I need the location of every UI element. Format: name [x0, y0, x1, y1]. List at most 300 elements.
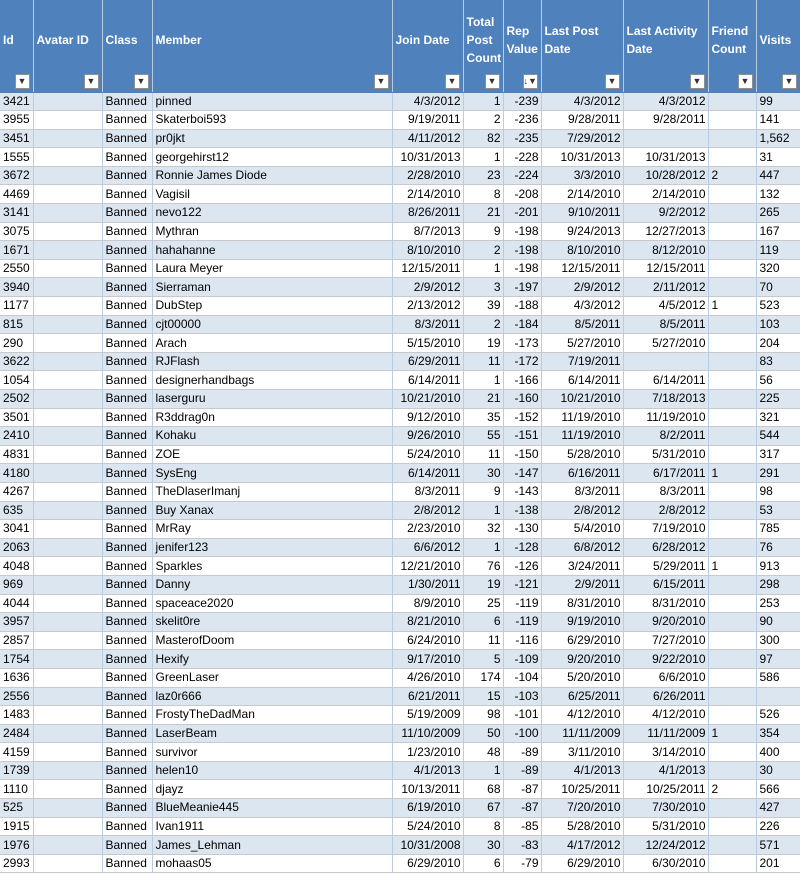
cell-class[interactable]: Banned — [102, 464, 152, 483]
table-row[interactable] — [0, 334, 800, 353]
cell-total-post-count[interactable]: 1 — [463, 761, 503, 780]
cell-member[interactable]: DubStep — [152, 297, 392, 316]
cell-member[interactable]: R3ddrag0n — [152, 408, 392, 427]
table-row[interactable] — [0, 148, 800, 167]
cell-avatar-id[interactable] — [33, 613, 102, 632]
cell-visits[interactable]: 99 — [756, 92, 800, 111]
filter-dropdown-icon[interactable]: ▼ — [605, 74, 620, 89]
cell-id[interactable]: 3075 — [0, 222, 33, 241]
cell-total-post-count[interactable]: 21 — [463, 390, 503, 409]
cell-join-date[interactable]: 8/3/2011 — [392, 315, 463, 334]
cell-visits[interactable]: 291 — [756, 464, 800, 483]
cell-rep-value[interactable]: -83 — [503, 836, 541, 855]
cell-member[interactable]: cjt00000 — [152, 315, 392, 334]
cell-id[interactable]: 4159 — [0, 743, 33, 762]
cell-member[interactable]: MrRay — [152, 520, 392, 539]
cell-class[interactable]: Banned — [102, 482, 152, 501]
cell-last-activity-date[interactable]: 4/1/2013 — [623, 761, 708, 780]
cell-join-date[interactable]: 4/3/2012 — [392, 92, 463, 111]
cell-avatar-id[interactable] — [33, 854, 102, 873]
cell-last-activity-date[interactable]: 6/26/2011 — [623, 687, 708, 706]
table-row[interactable] — [0, 650, 800, 669]
cell-join-date[interactable]: 6/19/2010 — [392, 799, 463, 818]
cell-total-post-count[interactable]: 9 — [463, 482, 503, 501]
cell-class[interactable]: Banned — [102, 836, 152, 855]
cell-visits[interactable]: 586 — [756, 668, 800, 687]
filter-dropdown-icon[interactable]: ▼ — [374, 74, 389, 89]
cell-member[interactable]: designerhandbags — [152, 371, 392, 390]
cell-id[interactable]: 4831 — [0, 445, 33, 464]
cell-avatar-id[interactable] — [33, 315, 102, 334]
cell-class[interactable]: Banned — [102, 706, 152, 725]
cell-rep-value[interactable]: -138 — [503, 501, 541, 520]
cell-last-post-date[interactable]: 7/29/2012 — [541, 129, 623, 148]
cell-rep-value[interactable]: -188 — [503, 297, 541, 316]
cell-friend-count[interactable]: 2 — [708, 780, 756, 799]
cell-id[interactable]: 1177 — [0, 297, 33, 316]
cell-total-post-count[interactable]: 30 — [463, 464, 503, 483]
cell-class[interactable]: Banned — [102, 799, 152, 818]
cell-last-post-date[interactable]: 5/28/2010 — [541, 445, 623, 464]
cell-friend-count[interactable] — [708, 111, 756, 130]
cell-visits[interactable]: 53 — [756, 501, 800, 520]
cell-friend-count[interactable] — [708, 538, 756, 557]
table-row[interactable] — [0, 631, 800, 650]
cell-visits[interactable]: 447 — [756, 166, 800, 185]
cell-avatar-id[interactable] — [33, 334, 102, 353]
cell-class[interactable]: Banned — [102, 445, 152, 464]
cell-visits[interactable]: 119 — [756, 241, 800, 260]
cell-rep-value[interactable]: -121 — [503, 575, 541, 594]
table-row[interactable] — [0, 799, 800, 818]
cell-friend-count[interactable] — [708, 613, 756, 632]
cell-class[interactable]: Banned — [102, 817, 152, 836]
cell-friend-count[interactable] — [708, 408, 756, 427]
cell-join-date[interactable]: 6/21/2011 — [392, 687, 463, 706]
cell-friend-count[interactable] — [708, 185, 756, 204]
cell-id[interactable]: 2550 — [0, 259, 33, 278]
cell-avatar-id[interactable] — [33, 352, 102, 371]
cell-rep-value[interactable]: -101 — [503, 706, 541, 725]
cell-member[interactable]: jenifer123 — [152, 538, 392, 557]
cell-member[interactable]: SysEng — [152, 464, 392, 483]
cell-avatar-id[interactable] — [33, 538, 102, 557]
cell-member[interactable]: georgehirst12 — [152, 148, 392, 167]
cell-avatar-id[interactable] — [33, 482, 102, 501]
cell-total-post-count[interactable]: 2 — [463, 315, 503, 334]
filter-dropdown-icon[interactable]: ▼ — [738, 74, 753, 89]
cell-total-post-count[interactable]: 1 — [463, 259, 503, 278]
cell-visits[interactable]: 253 — [756, 594, 800, 613]
cell-rep-value[interactable]: -87 — [503, 780, 541, 799]
cell-avatar-id[interactable] — [33, 724, 102, 743]
cell-friend-count[interactable] — [708, 445, 756, 464]
cell-last-post-date[interactable]: 8/3/2011 — [541, 482, 623, 501]
cell-total-post-count[interactable]: 3 — [463, 278, 503, 297]
cell-total-post-count[interactable]: 2 — [463, 241, 503, 260]
cell-avatar-id[interactable] — [33, 427, 102, 446]
table-row[interactable] — [0, 92, 800, 111]
filter-dropdown-icon[interactable]: ▼ — [134, 74, 149, 89]
cell-rep-value[interactable]: -150 — [503, 445, 541, 464]
cell-last-post-date[interactable]: 2/9/2011 — [541, 575, 623, 594]
cell-join-date[interactable]: 9/17/2010 — [392, 650, 463, 669]
cell-class[interactable]: Banned — [102, 352, 152, 371]
cell-total-post-count[interactable]: 8 — [463, 185, 503, 204]
cell-class[interactable]: Banned — [102, 222, 152, 241]
cell-rep-value[interactable]: -126 — [503, 557, 541, 576]
cell-last-post-date[interactable]: 4/3/2012 — [541, 297, 623, 316]
cell-last-activity-date[interactable]: 10/31/2013 — [623, 148, 708, 167]
cell-total-post-count[interactable]: 50 — [463, 724, 503, 743]
cell-rep-value[interactable]: -151 — [503, 427, 541, 446]
cell-last-activity-date[interactable]: 8/12/2010 — [623, 241, 708, 260]
cell-class[interactable]: Banned — [102, 520, 152, 539]
cell-join-date[interactable]: 8/10/2010 — [392, 241, 463, 260]
cell-rep-value[interactable]: -235 — [503, 129, 541, 148]
cell-friend-count[interactable] — [708, 371, 756, 390]
table-row[interactable] — [0, 204, 800, 223]
cell-avatar-id[interactable] — [33, 594, 102, 613]
filter-dropdown-icon[interactable]: ↓▼ — [523, 74, 538, 89]
table-row[interactable] — [0, 482, 800, 501]
cell-avatar-id[interactable] — [33, 668, 102, 687]
cell-total-post-count[interactable]: 98 — [463, 706, 503, 725]
cell-class[interactable]: Banned — [102, 687, 152, 706]
cell-friend-count[interactable] — [708, 315, 756, 334]
table-row[interactable] — [0, 371, 800, 390]
cell-id[interactable]: 1636 — [0, 668, 33, 687]
cell-total-post-count[interactable]: 6 — [463, 613, 503, 632]
cell-friend-count[interactable] — [708, 259, 756, 278]
cell-id[interactable]: 2502 — [0, 390, 33, 409]
cell-avatar-id[interactable] — [33, 836, 102, 855]
cell-friend-count[interactable] — [708, 222, 756, 241]
cell-last-activity-date[interactable]: 2/8/2012 — [623, 501, 708, 520]
cell-class[interactable]: Banned — [102, 557, 152, 576]
cell-rep-value[interactable]: -130 — [503, 520, 541, 539]
cell-join-date[interactable]: 1/30/2011 — [392, 575, 463, 594]
cell-rep-value[interactable]: -197 — [503, 278, 541, 297]
cell-member[interactable]: Sierraman — [152, 278, 392, 297]
cell-join-date[interactable]: 6/29/2010 — [392, 854, 463, 873]
cell-visits[interactable]: 132 — [756, 185, 800, 204]
cell-member[interactable]: RJFlash — [152, 352, 392, 371]
cell-class[interactable]: Banned — [102, 743, 152, 762]
cell-join-date[interactable]: 6/24/2010 — [392, 631, 463, 650]
cell-visits[interactable]: 571 — [756, 836, 800, 855]
table-row[interactable] — [0, 613, 800, 632]
cell-member[interactable]: helen10 — [152, 761, 392, 780]
table-row[interactable] — [0, 594, 800, 613]
cell-join-date[interactable]: 8/26/2011 — [392, 204, 463, 223]
cell-last-post-date[interactable]: 10/25/2011 — [541, 780, 623, 799]
cell-last-activity-date[interactable]: 3/14/2010 — [623, 743, 708, 762]
cell-member[interactable]: spaceace2020 — [152, 594, 392, 613]
cell-member[interactable]: Laura Meyer — [152, 259, 392, 278]
cell-join-date[interactable]: 12/15/2011 — [392, 259, 463, 278]
cell-last-post-date[interactable]: 10/21/2010 — [541, 390, 623, 409]
cell-id[interactable]: 2410 — [0, 427, 33, 446]
cell-last-activity-date[interactable]: 7/30/2010 — [623, 799, 708, 818]
table-row[interactable] — [0, 259, 800, 278]
cell-total-post-count[interactable]: 1 — [463, 371, 503, 390]
cell-join-date[interactable]: 5/15/2010 — [392, 334, 463, 353]
cell-visits[interactable]: 141 — [756, 111, 800, 130]
cell-rep-value[interactable]: -109 — [503, 650, 541, 669]
cell-join-date[interactable]: 5/24/2010 — [392, 817, 463, 836]
cell-last-post-date[interactable]: 6/14/2011 — [541, 371, 623, 390]
table-row[interactable] — [0, 520, 800, 539]
cell-friend-count[interactable] — [708, 743, 756, 762]
cell-last-activity-date[interactable]: 9/20/2010 — [623, 613, 708, 632]
cell-friend-count[interactable] — [708, 148, 756, 167]
cell-last-activity-date[interactable]: 11/19/2010 — [623, 408, 708, 427]
cell-visits[interactable]: 317 — [756, 445, 800, 464]
cell-total-post-count[interactable]: 82 — [463, 129, 503, 148]
cell-last-post-date[interactable]: 6/16/2011 — [541, 464, 623, 483]
cell-rep-value[interactable]: -160 — [503, 390, 541, 409]
cell-visits[interactable]: 201 — [756, 854, 800, 873]
cell-friend-count[interactable]: 1 — [708, 464, 756, 483]
cell-friend-count[interactable]: 2 — [708, 166, 756, 185]
cell-total-post-count[interactable]: 19 — [463, 575, 503, 594]
cell-id[interactable]: 1754 — [0, 650, 33, 669]
cell-avatar-id[interactable] — [33, 222, 102, 241]
cell-join-date[interactable]: 8/21/2010 — [392, 613, 463, 632]
cell-avatar-id[interactable] — [33, 92, 102, 111]
cell-rep-value[interactable]: -119 — [503, 594, 541, 613]
cell-rep-value[interactable]: -85 — [503, 817, 541, 836]
cell-total-post-count[interactable]: 76 — [463, 557, 503, 576]
cell-class[interactable]: Banned — [102, 427, 152, 446]
cell-class[interactable]: Banned — [102, 631, 152, 650]
cell-last-post-date[interactable]: 11/11/2009 — [541, 724, 623, 743]
cell-visits[interactable]: 167 — [756, 222, 800, 241]
cell-avatar-id[interactable] — [33, 761, 102, 780]
cell-id[interactable]: 1915 — [0, 817, 33, 836]
cell-rep-value[interactable]: -236 — [503, 111, 541, 130]
cell-class[interactable]: Banned — [102, 371, 152, 390]
cell-id[interactable]: 3421 — [0, 92, 33, 111]
cell-avatar-id[interactable] — [33, 520, 102, 539]
cell-visits[interactable]: 70 — [756, 278, 800, 297]
cell-join-date[interactable]: 6/14/2011 — [392, 464, 463, 483]
cell-total-post-count[interactable]: 11 — [463, 352, 503, 371]
cell-friend-count[interactable]: 1 — [708, 297, 756, 316]
cell-visits[interactable]: 90 — [756, 613, 800, 632]
cell-rep-value[interactable]: -208 — [503, 185, 541, 204]
table-row[interactable] — [0, 724, 800, 743]
cell-rep-value[interactable]: -184 — [503, 315, 541, 334]
cell-last-activity-date[interactable]: 12/15/2011 — [623, 259, 708, 278]
cell-id[interactable]: 1739 — [0, 761, 33, 780]
cell-last-activity-date[interactable]: 6/15/2011 — [623, 575, 708, 594]
cell-last-activity-date[interactable]: 4/5/2012 — [623, 297, 708, 316]
cell-last-post-date[interactable]: 9/10/2011 — [541, 204, 623, 223]
cell-total-post-count[interactable]: 68 — [463, 780, 503, 799]
cell-last-post-date[interactable]: 11/19/2010 — [541, 427, 623, 446]
table-row[interactable] — [0, 222, 800, 241]
cell-visits[interactable]: 785 — [756, 520, 800, 539]
cell-member[interactable]: BlueMeanie445 — [152, 799, 392, 818]
cell-join-date[interactable]: 4/1/2013 — [392, 761, 463, 780]
table-row[interactable] — [0, 278, 800, 297]
cell-avatar-id[interactable] — [33, 650, 102, 669]
cell-member[interactable]: Buy Xanax — [152, 501, 392, 520]
cell-join-date[interactable]: 2/23/2010 — [392, 520, 463, 539]
cell-id[interactable]: 3957 — [0, 613, 33, 632]
cell-id[interactable]: 2993 — [0, 854, 33, 873]
cell-last-post-date[interactable]: 4/3/2012 — [541, 92, 623, 111]
cell-class[interactable]: Banned — [102, 780, 152, 799]
cell-class[interactable]: Banned — [102, 297, 152, 316]
cell-member[interactable]: LaserBeam — [152, 724, 392, 743]
cell-member[interactable]: laserguru — [152, 390, 392, 409]
cell-member[interactable]: Hexify — [152, 650, 392, 669]
cell-class[interactable]: Banned — [102, 761, 152, 780]
cell-member[interactable]: Ronnie James Diode — [152, 166, 392, 185]
cell-total-post-count[interactable]: 35 — [463, 408, 503, 427]
cell-visits[interactable]: 76 — [756, 538, 800, 557]
cell-total-post-count[interactable]: 25 — [463, 594, 503, 613]
cell-friend-count[interactable] — [708, 836, 756, 855]
cell-visits[interactable]: 400 — [756, 743, 800, 762]
cell-last-activity-date[interactable]: 2/14/2010 — [623, 185, 708, 204]
cell-friend-count[interactable] — [708, 482, 756, 501]
cell-visits[interactable]: 204 — [756, 334, 800, 353]
cell-friend-count[interactable] — [708, 799, 756, 818]
cell-id[interactable]: 815 — [0, 315, 33, 334]
cell-friend-count[interactable] — [708, 817, 756, 836]
cell-id[interactable]: 1054 — [0, 371, 33, 390]
cell-last-activity-date[interactable] — [623, 129, 708, 148]
cell-class[interactable]: Banned — [102, 259, 152, 278]
cell-last-post-date[interactable]: 11/19/2010 — [541, 408, 623, 427]
cell-total-post-count[interactable]: 30 — [463, 836, 503, 855]
cell-visits[interactable]: 321 — [756, 408, 800, 427]
cell-last-activity-date[interactable]: 5/31/2010 — [623, 817, 708, 836]
cell-last-post-date[interactable]: 7/20/2010 — [541, 799, 623, 818]
cell-total-post-count[interactable]: 11 — [463, 445, 503, 464]
cell-rep-value[interactable]: -143 — [503, 482, 541, 501]
cell-total-post-count[interactable]: 6 — [463, 854, 503, 873]
cell-rep-value[interactable]: -89 — [503, 761, 541, 780]
cell-friend-count[interactable] — [708, 520, 756, 539]
cell-visits[interactable]: 265 — [756, 204, 800, 223]
cell-visits[interactable]: 544 — [756, 427, 800, 446]
filter-dropdown-icon[interactable]: ▼ — [485, 74, 500, 89]
cell-total-post-count[interactable]: 48 — [463, 743, 503, 762]
cell-member[interactable]: survivor — [152, 743, 392, 762]
cell-avatar-id[interactable] — [33, 817, 102, 836]
cell-rep-value[interactable]: -228 — [503, 148, 541, 167]
cell-member[interactable]: djayz — [152, 780, 392, 799]
cell-total-post-count[interactable]: 1 — [463, 538, 503, 557]
cell-id[interactable]: 4180 — [0, 464, 33, 483]
cell-total-post-count[interactable]: 32 — [463, 520, 503, 539]
cell-rep-value[interactable]: -166 — [503, 371, 541, 390]
cell-last-post-date[interactable]: 8/10/2010 — [541, 241, 623, 260]
table-row[interactable] — [0, 464, 800, 483]
cell-total-post-count[interactable]: 55 — [463, 427, 503, 446]
cell-class[interactable]: Banned — [102, 408, 152, 427]
cell-avatar-id[interactable] — [33, 241, 102, 260]
table-row[interactable] — [0, 445, 800, 464]
cell-id[interactable]: 3955 — [0, 111, 33, 130]
cell-total-post-count[interactable]: 174 — [463, 668, 503, 687]
cell-visits[interactable]: 1,562 — [756, 129, 800, 148]
cell-last-activity-date[interactable]: 4/3/2012 — [623, 92, 708, 111]
table-row[interactable] — [0, 111, 800, 130]
cell-class[interactable]: Banned — [102, 390, 152, 409]
cell-id[interactable]: 1976 — [0, 836, 33, 855]
cell-join-date[interactable]: 12/21/2010 — [392, 557, 463, 576]
table-row[interactable] — [0, 817, 800, 836]
cell-class[interactable]: Banned — [102, 185, 152, 204]
cell-member[interactable]: pr0jkt — [152, 129, 392, 148]
cell-member[interactable]: FrostyTheDadMan — [152, 706, 392, 725]
cell-class[interactable]: Banned — [102, 594, 152, 613]
cell-member[interactable]: Sparkles — [152, 557, 392, 576]
cell-total-post-count[interactable]: 1 — [463, 92, 503, 111]
cell-join-date[interactable]: 6/6/2012 — [392, 538, 463, 557]
cell-member[interactable]: Kohaku — [152, 427, 392, 446]
cell-last-post-date[interactable]: 6/25/2011 — [541, 687, 623, 706]
cell-avatar-id[interactable] — [33, 204, 102, 223]
cell-visits[interactable]: 566 — [756, 780, 800, 799]
table-row[interactable] — [0, 761, 800, 780]
table-row[interactable] — [0, 408, 800, 427]
cell-class[interactable]: Banned — [102, 724, 152, 743]
cell-friend-count[interactable] — [708, 650, 756, 669]
cell-last-post-date[interactable]: 6/29/2010 — [541, 631, 623, 650]
cell-avatar-id[interactable] — [33, 278, 102, 297]
cell-last-post-date[interactable]: 7/19/2011 — [541, 352, 623, 371]
cell-id[interactable]: 2063 — [0, 538, 33, 557]
cell-join-date[interactable]: 9/26/2010 — [392, 427, 463, 446]
cell-join-date[interactable]: 2/28/2010 — [392, 166, 463, 185]
cell-visits[interactable]: 354 — [756, 724, 800, 743]
cell-class[interactable]: Banned — [102, 241, 152, 260]
cell-join-date[interactable]: 6/14/2011 — [392, 371, 463, 390]
cell-id[interactable]: 969 — [0, 575, 33, 594]
cell-member[interactable]: TheDlaserImanj — [152, 482, 392, 501]
cell-total-post-count[interactable]: 8 — [463, 817, 503, 836]
cell-rep-value[interactable]: -100 — [503, 724, 541, 743]
cell-class[interactable]: Banned — [102, 111, 152, 130]
cell-friend-count[interactable] — [708, 92, 756, 111]
cell-member[interactable]: Vagisil — [152, 185, 392, 204]
cell-friend-count[interactable] — [708, 761, 756, 780]
table-row[interactable] — [0, 241, 800, 260]
cell-avatar-id[interactable] — [33, 371, 102, 390]
cell-class[interactable]: Banned — [102, 334, 152, 353]
cell-member[interactable]: MasterofDoom — [152, 631, 392, 650]
table-row[interactable] — [0, 352, 800, 371]
cell-total-post-count[interactable]: 15 — [463, 687, 503, 706]
cell-rep-value[interactable]: -128 — [503, 538, 541, 557]
cell-id[interactable]: 3451 — [0, 129, 33, 148]
cell-last-post-date[interactable]: 2/14/2010 — [541, 185, 623, 204]
cell-id[interactable]: 4044 — [0, 594, 33, 613]
cell-last-activity-date[interactable]: 8/5/2011 — [623, 315, 708, 334]
filter-dropdown-icon[interactable]: ▼ — [15, 74, 30, 89]
cell-last-post-date[interactable]: 4/17/2012 — [541, 836, 623, 855]
cell-member[interactable]: Arach — [152, 334, 392, 353]
cell-last-activity-date[interactable]: 6/6/2010 — [623, 668, 708, 687]
cell-rep-value[interactable]: -172 — [503, 352, 541, 371]
